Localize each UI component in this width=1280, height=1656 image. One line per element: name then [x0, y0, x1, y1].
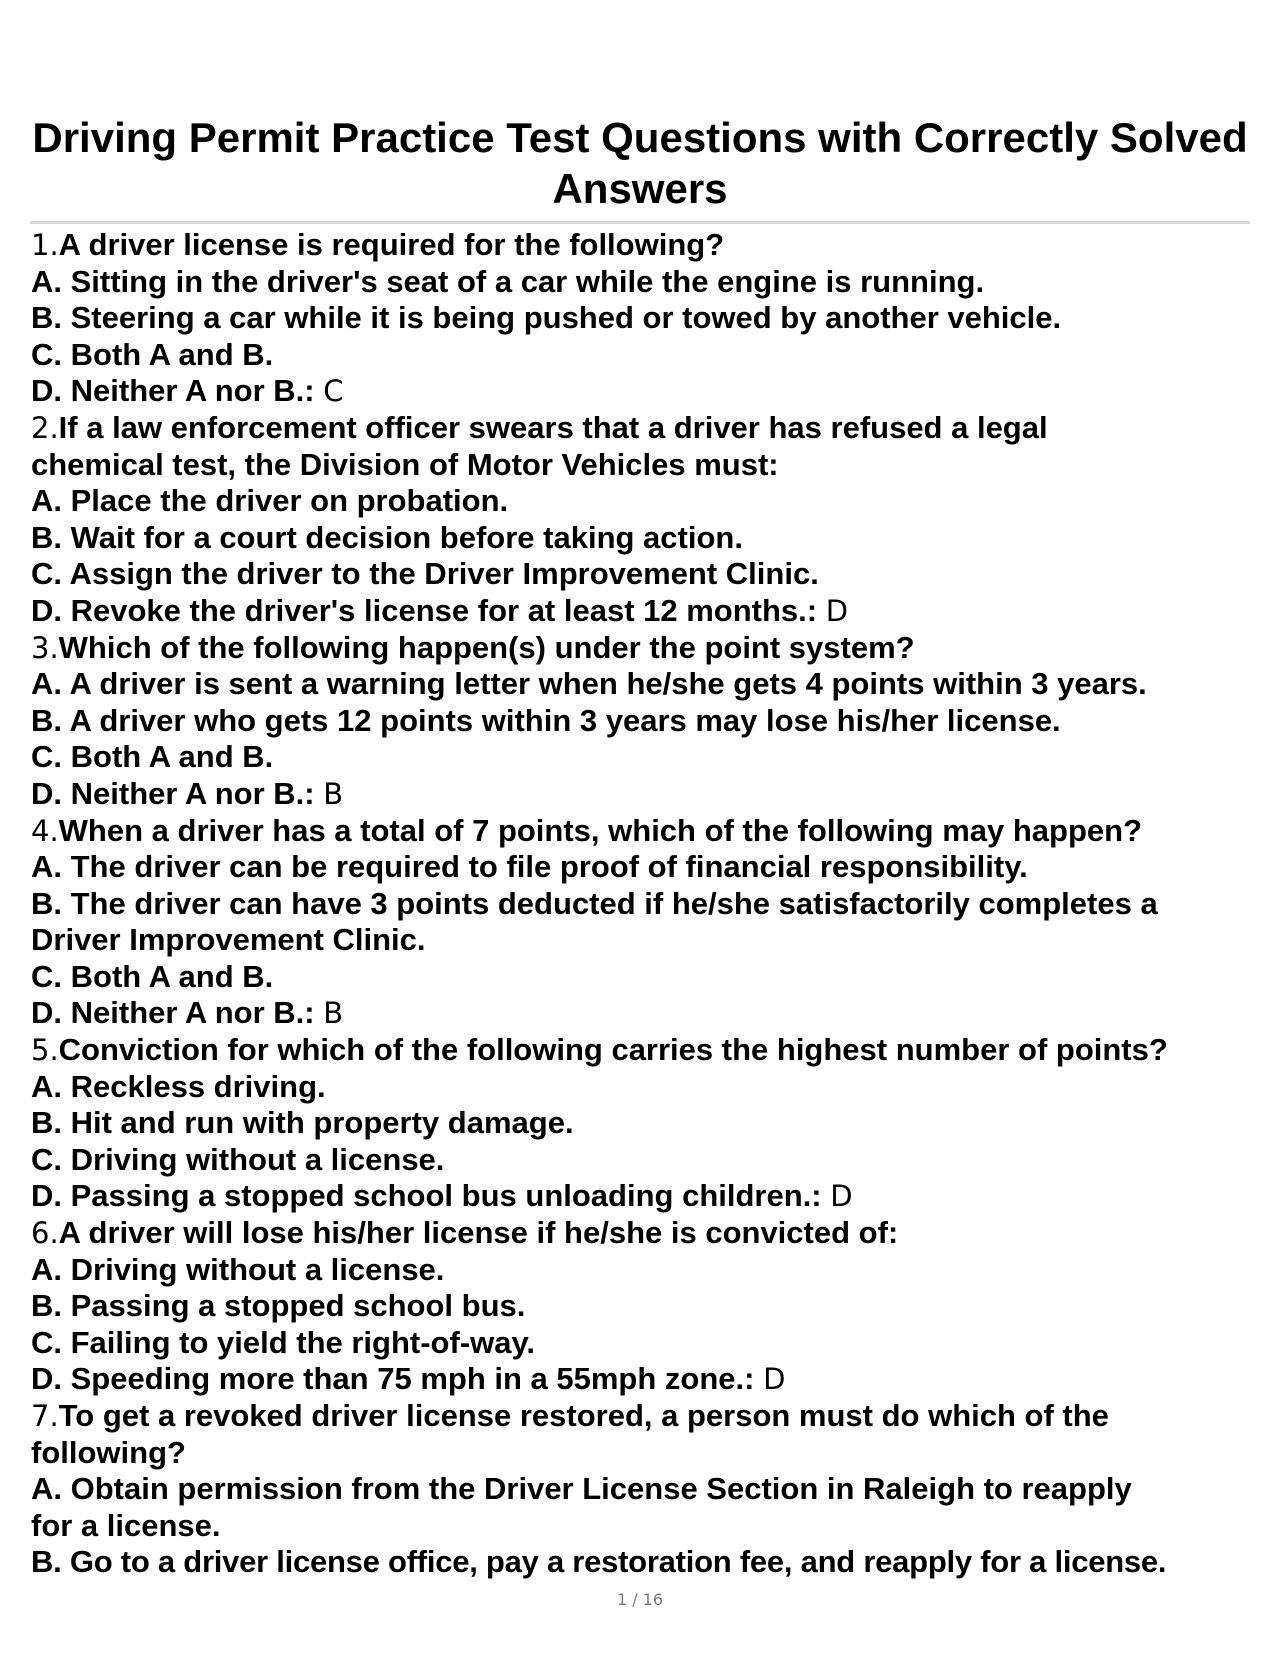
question-text: Conviction for which of the following carries the highest number of points? [58, 1032, 1168, 1068]
option-c: C. Driving without a license. [31, 1141, 445, 1177]
option-c: C. Assign the driver to the Driver Improvement Clinic. [31, 556, 819, 592]
question-4 [31, 813, 1276, 850]
answer: D [825, 593, 849, 628]
question-text: A driver license is required for the following? [58, 227, 725, 262]
option-c: C. Both A and B. [31, 958, 274, 994]
option-b: B. Passing a stopped school bus. [31, 1288, 526, 1324]
page-number: 1 / 16 [616, 1590, 664, 1609]
question-list [31, 227, 1276, 1581]
question-text: If a law enforcement officer swears that a driver has refused a legal chemical test, the Division of Motor Vehicles must: [31, 409, 1048, 482]
question-text: A driver will lose his/her license if he/she is convicted of: [58, 1215, 899, 1251]
option-d: D. Passing a stopped school bus unloading children.: D [31, 1178, 853, 1214]
option-c: C. Failing to yield the right-of-way. [31, 1324, 536, 1360]
option-b: B. Steering a car while it is being pushed or towed by another vehicle. [31, 300, 1062, 336]
option-c: C. Both A and B. [31, 739, 274, 775]
answer: B [323, 776, 344, 811]
question-1 [31, 227, 1276, 264]
option-a: A. Sitting in the driver's seat of a car while the engine is running. [31, 263, 985, 299]
option-d: D. Neither A nor B.: C [31, 373, 344, 409]
option-b: B. Hit and run with property damage. [31, 1105, 574, 1141]
option-a: A. The driver can be required to file proof of financial responsibility. [31, 849, 1028, 885]
option-a: A. Reckless driving. [31, 1068, 326, 1104]
answer: D [830, 1179, 853, 1214]
question-text: When a driver has a total of 7 points, which of the following may happen? [58, 812, 1143, 848]
option-b: B. The driver can have 3 points deducted if he/she satisfactorily completes a Driver Improvement Clinic. [31, 885, 1158, 958]
question-number: 6. [31, 1216, 59, 1251]
question-text: To get a revoked driver license restored, a person must do which of the following? [31, 1398, 1109, 1470]
option-b: B. Go to a driver license office, pay a restoration fee, and reapply for a license. [31, 1544, 1167, 1580]
option-b: B. A driver who gets 12 points within 3 years may lose his/her license. [31, 702, 1061, 738]
question-number: 4. [31, 813, 59, 848]
option-a: A. A driver is sent a warning letter when he/she gets 4 points within 3 years. [31, 666, 1147, 702]
option-a: A. Place the driver on probation. [31, 483, 509, 519]
option-b: B. Wait for a court decision before taking action. [31, 519, 743, 555]
question-text: Which of the following happen(s) under the point system? [58, 629, 915, 665]
question-2 [31, 410, 1091, 483]
question-number: 7. [31, 1399, 59, 1433]
option-c: C. Both A and B. [31, 336, 274, 372]
answer: D [763, 1362, 786, 1397]
question-number: 3. [31, 630, 59, 665]
option-d: D. Speeding more than 75 mph in a 55mph zone.: D [31, 1361, 786, 1397]
option-d: D. Neither A nor B.: B [31, 775, 344, 811]
option-d: D. Neither A nor B.: B [31, 995, 344, 1031]
question-number: 5. [31, 1033, 59, 1068]
question-3 [31, 630, 1276, 667]
question-number: 1. [31, 228, 59, 262]
question-5 [31, 1032, 1276, 1069]
answer: C [323, 374, 344, 409]
question-7 [31, 1398, 1111, 1471]
option-a: A. Obtain permission from the Driver License Section in Raleigh to reapply for a license. [31, 1471, 1132, 1543]
title-divider [30, 221, 1250, 224]
question-number: 2. [31, 410, 59, 445]
question-6 [31, 1215, 1276, 1252]
option-d: D. Revoke the driver's license for at least 12 months.: D [31, 592, 849, 628]
answer: B [323, 996, 344, 1031]
page-title: Driving Permit Practice Test Questions with Correctly Solved Answers [32, 114, 1248, 212]
option-a: A. Driving without a license. [31, 1251, 445, 1287]
